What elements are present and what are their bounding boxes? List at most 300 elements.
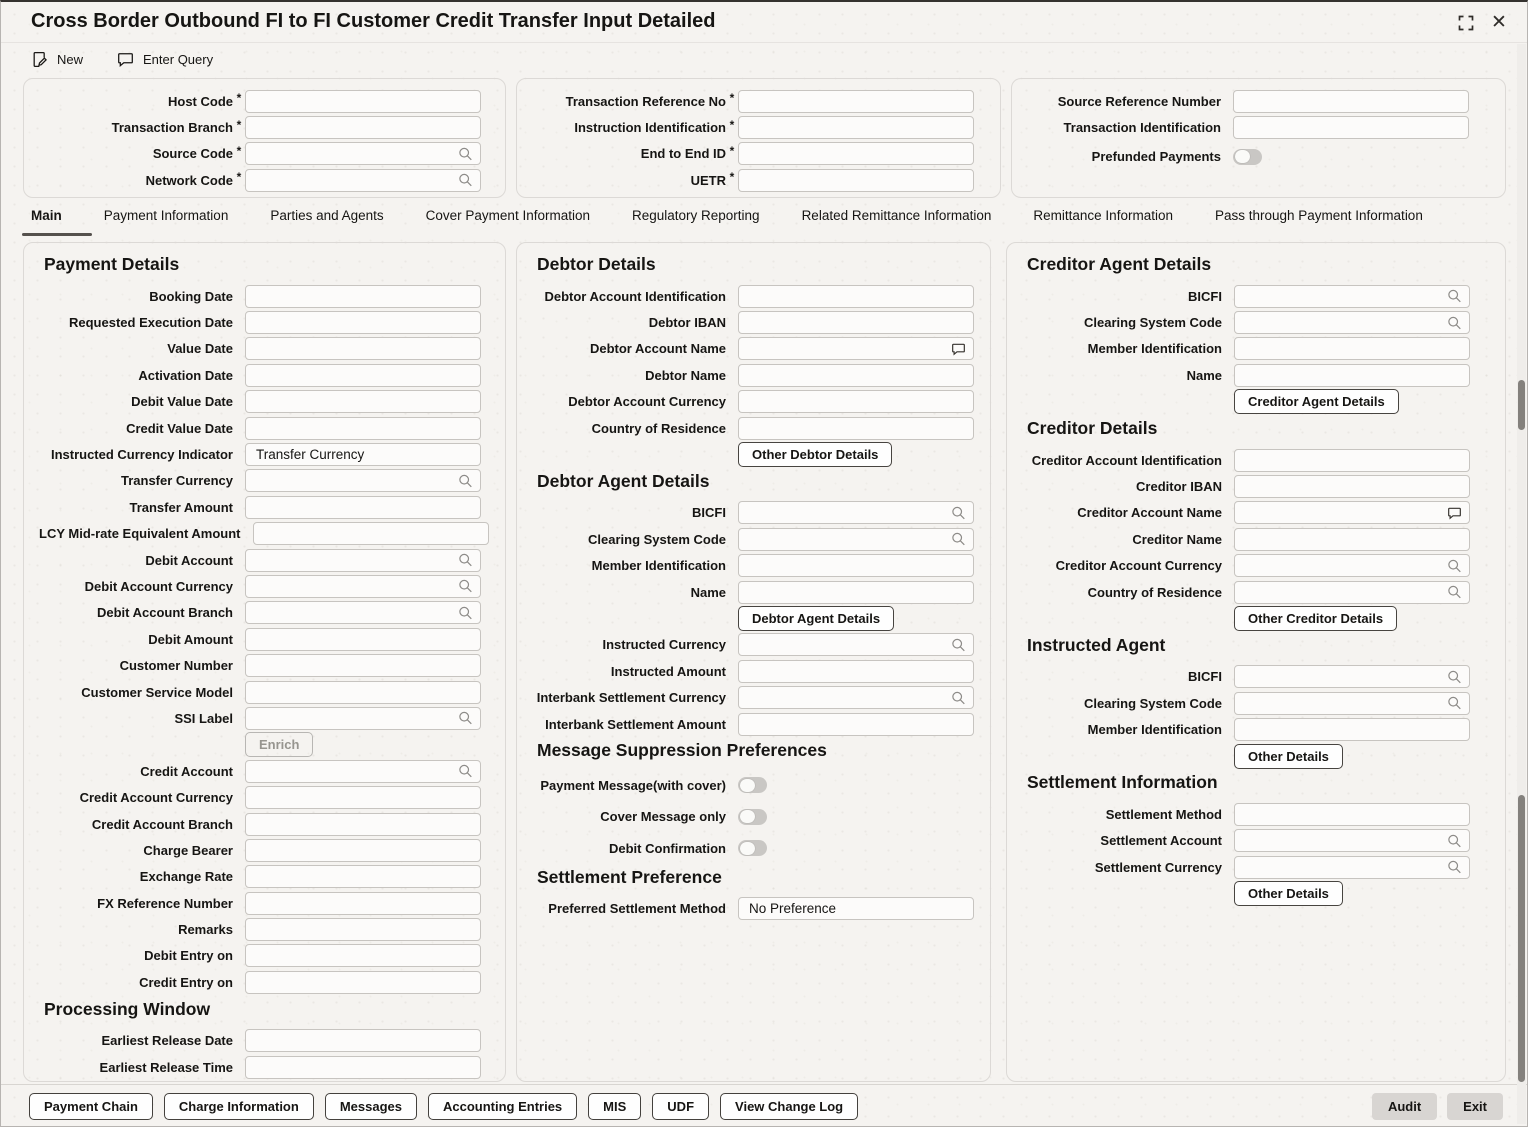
host-code-input[interactable] bbox=[245, 90, 481, 113]
transfer-amount-label: Transfer Amount bbox=[129, 499, 233, 515]
settlement-preference-heading: Settlement Preference bbox=[537, 866, 722, 887]
instructed-currency-input[interactable] bbox=[738, 633, 974, 656]
transaction-reference-no-label: Transaction Reference No bbox=[565, 93, 726, 109]
lcy-mid-rate-equivalent-amount-row bbox=[24, 521, 505, 547]
instructed-currency-row bbox=[517, 632, 990, 658]
instructed-amount-input[interactable] bbox=[738, 660, 974, 683]
transfer-currency-input[interactable] bbox=[245, 469, 481, 492]
transaction-branch-label: Transaction Branch bbox=[111, 120, 233, 136]
transaction-branch-input[interactable] bbox=[245, 116, 481, 139]
debit-confirmation-label: Debit Confirmation bbox=[609, 840, 726, 856]
debit-confirmation-toggle[interactable] bbox=[738, 840, 767, 856]
clearing-system-code-row bbox=[1007, 690, 1505, 716]
instructed-amount-row bbox=[517, 658, 990, 684]
interbank-settlement-currency-label: Interbank Settlement Currency bbox=[536, 690, 726, 706]
interbank-settlement-currency-input[interactable] bbox=[738, 686, 974, 709]
debtor-account-currency-input[interactable] bbox=[738, 390, 974, 413]
creditor-account-name-input[interactable] bbox=[1234, 501, 1470, 524]
debit-account-branch-row bbox=[24, 600, 505, 626]
bicfi-row bbox=[1007, 664, 1505, 690]
new-label: New bbox=[57, 51, 84, 67]
search-icon[interactable] bbox=[458, 173, 473, 188]
footer-bar bbox=[1, 1084, 1527, 1127]
customer-service-model-input[interactable] bbox=[245, 681, 481, 704]
close-icon[interactable]: ✕ bbox=[1491, 12, 1507, 33]
member-identification-input[interactable] bbox=[738, 554, 974, 577]
debit-account-currency-input[interactable] bbox=[245, 575, 481, 598]
end-to-end-id-input[interactable] bbox=[738, 142, 974, 165]
credit-entry-on-row bbox=[24, 969, 505, 995]
debit-account-branch-input[interactable] bbox=[245, 601, 481, 624]
transaction-identification-input[interactable] bbox=[1233, 116, 1469, 139]
lcy-mid-rate-equivalent-amount-label: LCY Mid-rate Equivalent Amount bbox=[39, 526, 241, 542]
name-row bbox=[517, 579, 990, 605]
settlement-method-label: Settlement Method bbox=[1105, 806, 1222, 822]
settlement-currency-label: Settlement Currency bbox=[1094, 859, 1222, 875]
customer-number-input[interactable] bbox=[245, 654, 481, 677]
note-icon[interactable] bbox=[951, 341, 966, 356]
tab-bar bbox=[31, 205, 1423, 239]
enter-query-button[interactable] bbox=[117, 51, 213, 68]
country-of-residence-label: Country of Residence bbox=[1087, 584, 1222, 600]
name-row bbox=[1007, 362, 1505, 388]
uetr-input[interactable] bbox=[738, 169, 974, 192]
booking-date-row bbox=[24, 283, 505, 309]
earliest-release-date-label: Earliest Release Date bbox=[101, 1033, 233, 1049]
source-reference-number-label: Source Reference Number bbox=[1057, 93, 1221, 109]
required-marker: * bbox=[236, 117, 242, 132]
credit-entry-on-input[interactable] bbox=[245, 971, 481, 994]
instructed-amount-label: Instructed Amount bbox=[610, 663, 726, 679]
ssi-label-label: SSI Label bbox=[174, 710, 233, 726]
other-details-button-row bbox=[1007, 880, 1505, 906]
instructed-currency-indicator-row bbox=[24, 441, 505, 467]
earliest-release-time-label: Earliest Release Time bbox=[99, 1059, 233, 1075]
source-reference-number-input[interactable] bbox=[1233, 90, 1469, 113]
note-icon[interactable] bbox=[1447, 505, 1462, 520]
debtor-agent-details-heading: Debtor Agent Details bbox=[537, 470, 710, 491]
other-creditor-details-button-row bbox=[1007, 605, 1505, 631]
transaction-reference-no-input[interactable] bbox=[738, 90, 974, 113]
messages-button[interactable]: Messages bbox=[325, 1093, 417, 1120]
enrich-button-row bbox=[24, 732, 505, 758]
fx-reference-number-label: FX Reference Number bbox=[97, 895, 233, 911]
charge-bearer-input[interactable] bbox=[245, 839, 481, 862]
search-icon[interactable] bbox=[1447, 289, 1462, 304]
activation-date-row bbox=[24, 362, 505, 388]
requested-execution-date-input[interactable] bbox=[245, 311, 481, 334]
end-to-end-id-label: End to End ID bbox=[640, 146, 726, 162]
creditor-account-currency-label: Creditor Account Currency bbox=[1055, 558, 1222, 574]
debit-account-label: Debit Account bbox=[145, 552, 233, 568]
search-icon[interactable] bbox=[458, 473, 473, 488]
other-details-button[interactable]: Other Details bbox=[1234, 881, 1343, 906]
tab-payment-information[interactable]: Payment Information bbox=[103, 208, 229, 223]
clearing-system-code-input[interactable] bbox=[1234, 692, 1470, 715]
credit-account-branch-label: Credit Account Branch bbox=[91, 816, 233, 832]
tab-parties-and-agents[interactable]: Parties and Agents bbox=[270, 208, 384, 223]
search-icon[interactable] bbox=[1447, 860, 1462, 875]
source-code-label: Source Code bbox=[152, 146, 233, 162]
search-icon[interactable] bbox=[1447, 696, 1462, 711]
clearing-system-code-label: Clearing System Code bbox=[1084, 695, 1222, 711]
creditor-name-input[interactable] bbox=[1234, 528, 1470, 551]
interbank-settlement-amount-label: Interbank Settlement Amount bbox=[545, 716, 726, 732]
charge-information-button[interactable]: Charge Information bbox=[164, 1093, 314, 1120]
footer-buttons bbox=[29, 1093, 858, 1120]
creditor-agent-details-button-row bbox=[1007, 389, 1505, 415]
transaction-identification-row bbox=[1012, 114, 1505, 140]
debit-value-date-input[interactable] bbox=[245, 390, 481, 413]
search-icon[interactable] bbox=[1447, 669, 1462, 684]
bicfi-label: BICFI bbox=[692, 505, 726, 521]
payment-chain-button[interactable]: Payment Chain bbox=[29, 1093, 153, 1120]
required-marker: * bbox=[729, 143, 735, 158]
audit-button[interactable]: Audit bbox=[1372, 1093, 1437, 1120]
settlement-information-heading: Settlement Information bbox=[1027, 772, 1218, 793]
creditor-account-identification-row bbox=[1007, 447, 1505, 473]
search-icon[interactable] bbox=[1447, 833, 1462, 848]
debtor-account-identification-input[interactable] bbox=[738, 285, 974, 308]
required-marker: * bbox=[236, 170, 242, 185]
clearing-system-code-input[interactable] bbox=[738, 528, 974, 551]
tab-cover-payment-information[interactable]: Cover Payment Information bbox=[425, 208, 590, 223]
customer-service-model-row bbox=[24, 679, 505, 705]
instructed-currency-label: Instructed Currency bbox=[602, 637, 726, 653]
title-divider bbox=[1, 42, 1527, 43]
other-details-button-row bbox=[1007, 743, 1505, 769]
credit-value-date-row bbox=[24, 415, 505, 441]
debit-entry-on-row bbox=[24, 943, 505, 969]
creditor-account-identification-input[interactable] bbox=[1234, 449, 1470, 472]
country-of-residence-input[interactable] bbox=[738, 417, 974, 440]
debit-account-row bbox=[24, 547, 505, 573]
credit-account-label: Credit Account bbox=[140, 763, 233, 779]
ssi-label-row bbox=[24, 705, 505, 731]
debtor-account-name-label: Debtor Account Name bbox=[589, 341, 726, 357]
new-button[interactable] bbox=[31, 51, 83, 68]
search-icon[interactable] bbox=[951, 690, 966, 705]
member-identification-label: Member Identification bbox=[591, 558, 726, 574]
search-icon[interactable] bbox=[951, 532, 966, 547]
message-suppression-preferences-heading: Message Suppression Preferences bbox=[537, 740, 827, 761]
search-icon[interactable] bbox=[458, 764, 473, 779]
settlement-currency-input[interactable] bbox=[1234, 856, 1470, 879]
debtor-account-identification-row bbox=[517, 283, 990, 309]
search-icon[interactable] bbox=[1447, 585, 1462, 600]
creditor-name-label: Creditor Name bbox=[1132, 531, 1222, 547]
clearing-system-code-input[interactable] bbox=[1234, 311, 1470, 334]
transaction-reference-no-row bbox=[517, 88, 1000, 114]
fx-reference-number-input[interactable] bbox=[245, 892, 481, 915]
source-code-input[interactable] bbox=[245, 142, 481, 165]
clearing-system-code-label: Clearing System Code bbox=[1084, 315, 1222, 331]
bicfi-label: BICFI bbox=[1188, 669, 1222, 685]
payment-message-with-cover-toggle[interactable] bbox=[738, 777, 767, 793]
transfer-currency-row bbox=[24, 468, 505, 494]
required-marker: * bbox=[729, 117, 735, 132]
toolbar bbox=[31, 46, 213, 72]
activation-date-label: Activation Date bbox=[138, 367, 233, 383]
cover-message-only-row bbox=[517, 801, 990, 833]
clearing-system-code-row bbox=[517, 526, 990, 552]
settlement-account-input[interactable] bbox=[1234, 829, 1470, 852]
accounting-entries-button[interactable]: Accounting Entries bbox=[428, 1093, 577, 1120]
interbank-settlement-amount-input[interactable] bbox=[738, 713, 974, 736]
search-icon[interactable] bbox=[1447, 315, 1462, 330]
country-of-residence-row bbox=[517, 415, 990, 441]
member-identification-row bbox=[1007, 716, 1505, 742]
member-identification-input[interactable] bbox=[1234, 337, 1470, 360]
window-controls bbox=[1456, 13, 1509, 33]
debtor-name-input[interactable] bbox=[738, 364, 974, 387]
bicfi-label: BICFI bbox=[1188, 288, 1222, 304]
search-icon[interactable] bbox=[458, 711, 473, 726]
tab-regulatory-reporting[interactable]: Regulatory Reporting bbox=[631, 208, 760, 223]
bicfi-row bbox=[517, 500, 990, 526]
tab-remittance-information[interactable]: Remittance Information bbox=[1033, 208, 1173, 223]
debtor-iban-row bbox=[517, 309, 990, 335]
preferred-settlement-method-input[interactable] bbox=[738, 897, 974, 920]
country-of-residence-label: Country of Residence bbox=[591, 420, 726, 436]
name-label: Name bbox=[690, 584, 726, 600]
network-code-input[interactable] bbox=[245, 169, 481, 192]
fx-reference-number-row bbox=[24, 890, 505, 916]
member-identification-row bbox=[517, 553, 990, 579]
exchange-rate-label: Exchange Rate bbox=[139, 869, 233, 885]
charge-bearer-row bbox=[24, 837, 505, 863]
booking-date-input[interactable] bbox=[245, 285, 481, 308]
required-marker: * bbox=[729, 170, 735, 185]
creditor-account-identification-label: Creditor Account Identification bbox=[1031, 452, 1222, 468]
transfer-amount-input[interactable] bbox=[245, 496, 481, 519]
credit-account-currency-label: Credit Account Currency bbox=[79, 790, 233, 806]
payment-details-heading: Payment Details bbox=[44, 254, 180, 274]
exchange-rate-input[interactable] bbox=[245, 865, 481, 888]
scrollbar-thumb[interactable] bbox=[1518, 380, 1525, 430]
creditor-iban-row bbox=[1007, 473, 1505, 499]
enter-query-label: Enter Query bbox=[143, 51, 214, 67]
bicfi-input[interactable] bbox=[1234, 665, 1470, 688]
uetr-label: UETR bbox=[690, 172, 726, 188]
search-icon[interactable] bbox=[458, 553, 473, 568]
clearing-system-code-row bbox=[1007, 309, 1505, 335]
debit-value-date-row bbox=[24, 389, 505, 415]
debtor-account-currency-row bbox=[517, 389, 990, 415]
exchange-rate-row bbox=[24, 864, 505, 890]
activation-date-input[interactable] bbox=[245, 364, 481, 387]
toggle-knob bbox=[740, 810, 755, 823]
search-icon[interactable] bbox=[458, 146, 473, 161]
debtor-agent-details-button-row bbox=[517, 605, 990, 631]
transaction-branch-row bbox=[24, 114, 505, 140]
member-identification-input[interactable] bbox=[1234, 718, 1470, 741]
page-title: Cross Border Outbound FI to FI Customer Credit Transfer Input Detailed bbox=[31, 10, 716, 32]
host-code-row bbox=[24, 88, 505, 114]
footer-right-buttons bbox=[1372, 1093, 1503, 1120]
end-to-end-id-row bbox=[517, 141, 1000, 167]
processing-window-heading: Processing Window bbox=[44, 998, 211, 1019]
instruction-identification-label: Instruction Identification bbox=[574, 120, 726, 136]
other-debtor-details-button-row bbox=[517, 441, 990, 467]
name-input[interactable] bbox=[1234, 364, 1470, 387]
toggle-knob bbox=[740, 842, 755, 855]
creditor-agent-details-button[interactable]: Creditor Agent Details bbox=[1234, 389, 1399, 414]
cover-message-only-label: Cover Message only bbox=[600, 809, 726, 824]
earliest-release-date-row bbox=[24, 1028, 505, 1054]
creditor-account-name-row bbox=[1007, 500, 1505, 526]
enrich-button: Enrich bbox=[245, 732, 313, 757]
tab-main[interactable]: Main bbox=[31, 205, 62, 223]
member-identification-label: Member Identification bbox=[1087, 722, 1222, 738]
udf-button[interactable]: UDF bbox=[652, 1093, 709, 1120]
credit-account-row bbox=[24, 758, 505, 784]
preferred-settlement-method-label: Preferred Settlement Method bbox=[548, 901, 726, 917]
debit-amount-label: Debit Amount bbox=[148, 631, 233, 647]
other-details-button[interactable]: Other Details bbox=[1234, 744, 1343, 769]
instructed-currency-indicator-input[interactable] bbox=[245, 443, 481, 466]
debit-account-currency-row bbox=[24, 573, 505, 599]
debit-amount-input[interactable] bbox=[245, 628, 481, 651]
instructed-currency-indicator-value: Transfer Currency bbox=[256, 447, 365, 463]
earliest-release-date-input[interactable] bbox=[245, 1029, 481, 1052]
credit-account-branch-row bbox=[24, 811, 505, 837]
bicfi-input[interactable] bbox=[1234, 285, 1470, 308]
creditor-iban-label: Creditor IBAN bbox=[1136, 479, 1222, 495]
toggle-knob bbox=[740, 779, 755, 792]
search-icon[interactable] bbox=[458, 579, 473, 594]
preferred-settlement-method-row bbox=[517, 896, 990, 922]
clearing-system-code-label: Clearing System Code bbox=[588, 531, 726, 547]
transfer-currency-label: Transfer Currency bbox=[121, 473, 233, 489]
debtor-account-name-input[interactable] bbox=[738, 337, 974, 360]
required-marker: * bbox=[236, 91, 242, 106]
search-icon[interactable] bbox=[951, 637, 966, 652]
exit-button[interactable]: Exit bbox=[1447, 1093, 1503, 1120]
prefunded-payments-toggle[interactable] bbox=[1233, 149, 1262, 165]
requested-execution-date-row bbox=[24, 309, 505, 335]
header-card-2 bbox=[516, 78, 1001, 198]
instructed-currency-indicator-label: Instructed Currency Indicator bbox=[50, 447, 233, 463]
new-icon bbox=[31, 51, 48, 68]
remarks-label: Remarks bbox=[178, 922, 233, 938]
remarks-input[interactable] bbox=[245, 918, 481, 941]
search-icon[interactable] bbox=[1447, 558, 1462, 573]
debit-value-date-label: Debit Value Date bbox=[131, 394, 233, 410]
preferred-settlement-method-value: No Preference bbox=[749, 901, 837, 917]
mis-button[interactable]: MIS bbox=[588, 1093, 641, 1120]
other-debtor-details-button[interactable]: Other Debtor Details bbox=[738, 442, 892, 467]
settlement-currency-row bbox=[1007, 854, 1505, 880]
country-of-residence-row bbox=[1007, 579, 1505, 605]
lcy-mid-rate-equivalent-amount-input[interactable] bbox=[253, 522, 489, 545]
enter-query-icon bbox=[117, 51, 134, 68]
bicfi-input[interactable] bbox=[738, 501, 974, 524]
debtor-agent-details-button[interactable]: Debtor Agent Details bbox=[738, 606, 894, 631]
scrollbar-thumb[interactable] bbox=[1518, 795, 1525, 1082]
debtor-iban-label: Debtor IBAN bbox=[648, 315, 726, 331]
credit-account-branch-input[interactable] bbox=[245, 813, 481, 836]
payment-message-with-cover-label: Payment Message(with cover) bbox=[540, 777, 726, 793]
prefunded-payments-row bbox=[1012, 141, 1505, 173]
earliest-release-time-input[interactable] bbox=[245, 1056, 481, 1079]
expand-icon[interactable] bbox=[1456, 13, 1476, 33]
creditor-details-heading: Creditor Details bbox=[1027, 417, 1158, 438]
name-input[interactable] bbox=[738, 581, 974, 604]
settlement-method-row bbox=[1007, 801, 1505, 827]
member-identification-row bbox=[1007, 336, 1505, 362]
cover-message-only-toggle[interactable] bbox=[738, 809, 767, 825]
interbank-settlement-currency-row bbox=[517, 684, 990, 710]
debit-amount-row bbox=[24, 626, 505, 652]
debtor-name-label: Debtor Name bbox=[645, 367, 726, 383]
toggle-knob bbox=[1235, 150, 1250, 163]
country-of-residence-input[interactable] bbox=[1234, 581, 1470, 604]
main-column-2 bbox=[516, 242, 991, 1082]
booking-date-label: Booking Date bbox=[149, 288, 233, 304]
debtor-account-identification-label: Debtor Account Identification bbox=[544, 288, 726, 304]
creditor-account-currency-input[interactable] bbox=[1234, 554, 1470, 577]
tab-pass-through-payment-information[interactable]: Pass through Payment Information bbox=[1214, 208, 1423, 223]
credit-account-currency-input[interactable] bbox=[245, 786, 481, 809]
debit-account-currency-label: Debit Account Currency bbox=[84, 578, 233, 594]
view-change-log-button[interactable]: View Change Log bbox=[720, 1093, 858, 1120]
host-code-label: Host Code bbox=[168, 93, 233, 109]
ssi-label-input[interactable] bbox=[245, 707, 481, 730]
credit-account-currency-row bbox=[24, 784, 505, 810]
main-column-3 bbox=[1006, 242, 1506, 1082]
main-column-1 bbox=[23, 242, 506, 1082]
tab-related-remittance-information[interactable]: Related Remittance Information bbox=[801, 208, 992, 223]
instruction-identification-input[interactable] bbox=[738, 116, 974, 139]
customer-number-label: Customer Number bbox=[119, 658, 233, 674]
network-code-row bbox=[24, 167, 505, 193]
credit-value-date-input[interactable] bbox=[245, 417, 481, 440]
settlement-account-row bbox=[1007, 828, 1505, 854]
creditor-agent-details-heading: Creditor Agent Details bbox=[1027, 254, 1212, 274]
uetr-row bbox=[517, 167, 1000, 193]
source-reference-number-row bbox=[1012, 88, 1505, 114]
prefunded-payments-label: Prefunded Payments bbox=[1091, 149, 1221, 165]
value-date-row bbox=[24, 336, 505, 362]
creditor-account-currency-row bbox=[1007, 553, 1505, 579]
transaction-identification-label: Transaction Identification bbox=[1063, 120, 1221, 136]
creditor-iban-input[interactable] bbox=[1234, 475, 1470, 498]
instruction-identification-row bbox=[517, 114, 1000, 140]
debtor-details-heading: Debtor Details bbox=[537, 254, 656, 274]
header-card-1 bbox=[23, 78, 506, 198]
other-creditor-details-button[interactable]: Other Creditor Details bbox=[1234, 606, 1397, 631]
remarks-row bbox=[24, 916, 505, 942]
header-card-3 bbox=[1011, 78, 1506, 198]
name-label: Name bbox=[1186, 367, 1222, 383]
debit-entry-on-input[interactable] bbox=[245, 944, 481, 967]
debit-confirmation-row bbox=[517, 832, 990, 864]
source-code-row bbox=[24, 141, 505, 167]
debtor-account-name-row bbox=[517, 336, 990, 362]
debit-entry-on-label: Debit Entry on bbox=[144, 948, 233, 964]
search-icon[interactable] bbox=[458, 605, 473, 620]
value-date-input[interactable] bbox=[245, 337, 481, 360]
value-date-label: Value Date bbox=[167, 341, 233, 357]
debtor-iban-input[interactable] bbox=[738, 311, 974, 334]
search-icon[interactable] bbox=[951, 505, 966, 520]
interbank-settlement-amount-row bbox=[517, 711, 990, 737]
instructed-agent-heading: Instructed Agent bbox=[1027, 634, 1166, 655]
credit-account-input[interactable] bbox=[245, 760, 481, 783]
debit-account-input[interactable] bbox=[245, 549, 481, 572]
settlement-method-input[interactable] bbox=[1234, 803, 1470, 826]
